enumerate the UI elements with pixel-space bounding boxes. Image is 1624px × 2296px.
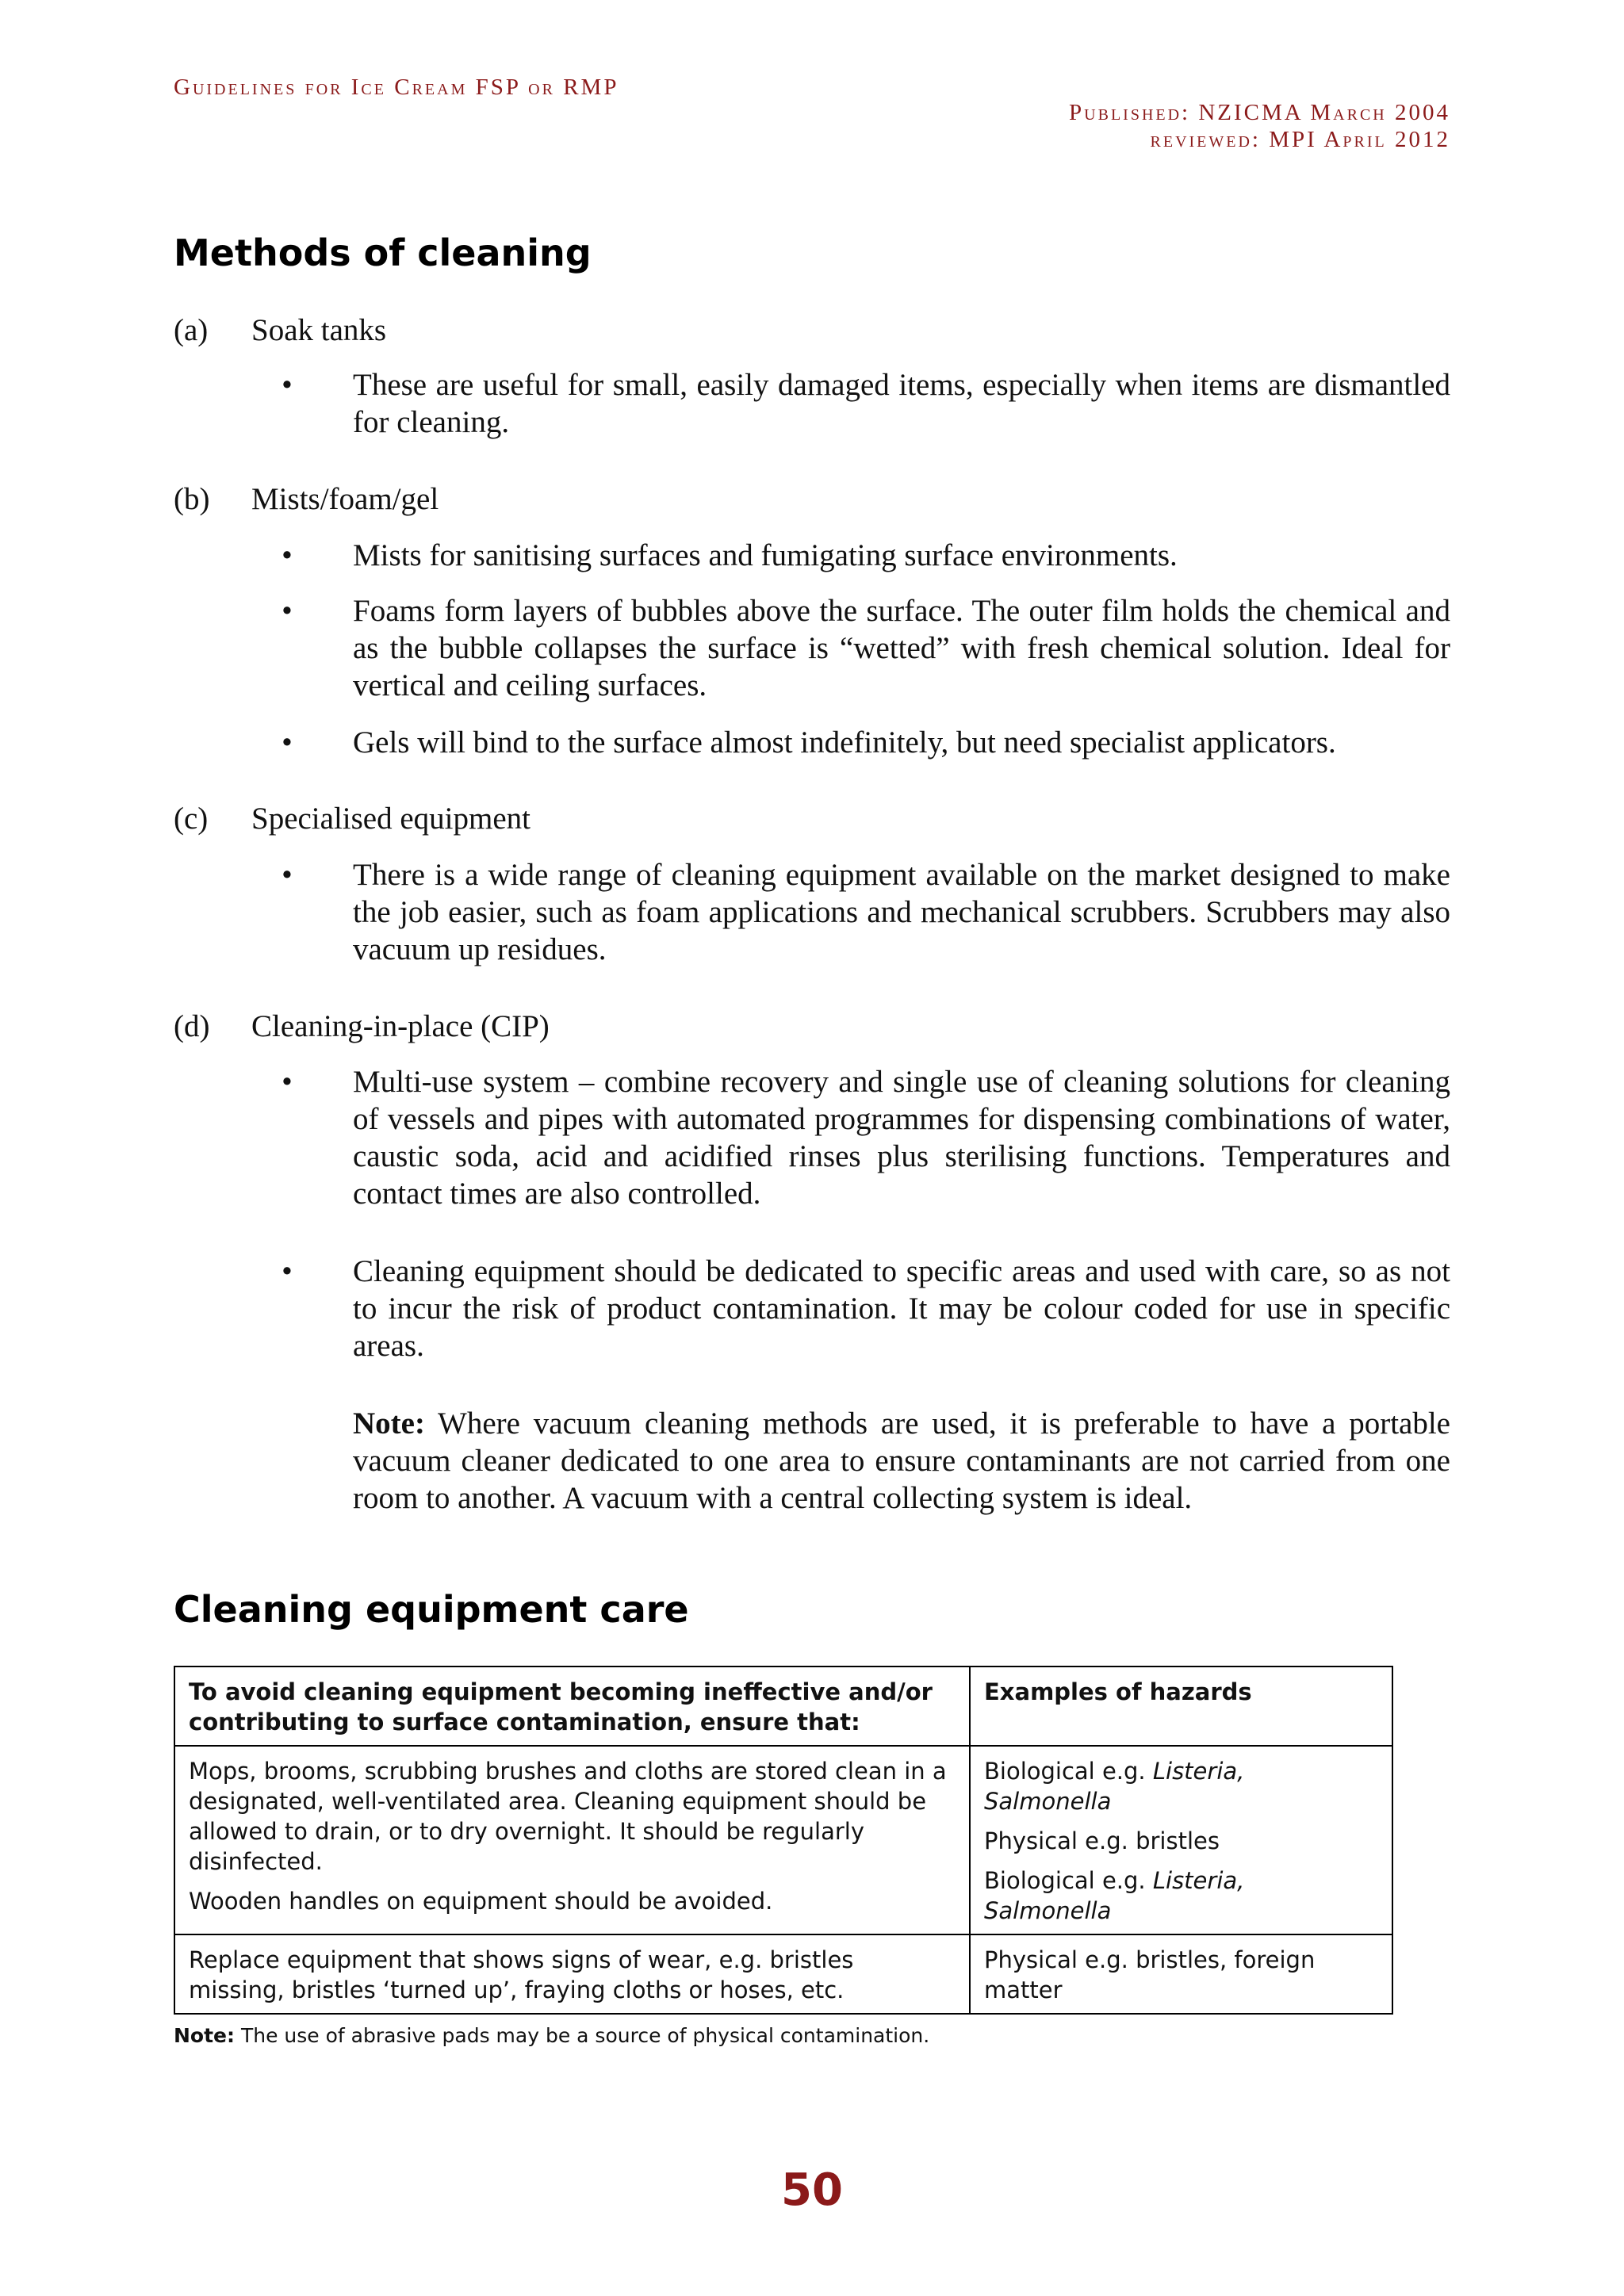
hazard-type: Physical e.g. bristles (984, 1827, 1220, 1854)
bullet-text: Foams form layers of bubbles above the surface. The outer film holds the chemical and as the bubble collapses the surface is “wetted” with fresh chemical solution. Ideal for vertical and ceiling surfaces. (353, 594, 1450, 702)
cell-paragraph: Wooden handles on equipment should be avoided. (189, 1888, 773, 1915)
review-line: reviewed: MPI April 2012 (1150, 127, 1450, 152)
table-header-cell: Examples of hazards (970, 1667, 1392, 1746)
hazard-organism: Listeria, Salmonella (984, 1867, 1245, 1924)
note-label: Note: (174, 2024, 236, 2047)
item-title: Cleaning-in-place (CIP) (251, 1009, 550, 1043)
bullet-icon: • (282, 858, 293, 892)
hazard-type: Biological e.g. (984, 1758, 1153, 1785)
note-text: The use of abrasive pads may be a source of physical contamination. (235, 2024, 930, 2047)
table-row (174, 1934, 1392, 2014)
table-header-row (174, 1667, 1392, 1746)
section-heading-equipment-care: Cleaning equipment care (174, 1588, 689, 1631)
table-header-cell: To avoid cleaning equipment becoming ineffective and/or contributing to surface contamination, ensure that: (174, 1667, 970, 1746)
table-row (174, 1746, 1392, 1934)
bullet-icon: • (282, 725, 293, 760)
item-title: Soak tanks (251, 313, 387, 347)
hazard-line (984, 1826, 1378, 1856)
cell-paragraph: Mops, brooms, scrubbing brushes and cloths are stored clean in a designated, well-ventilated area. Cleaning equipment should be allowed to drain, or to dry overnight. It should be regularly disinfected. (189, 1758, 947, 1875)
bullet-text: Cleaning equipment should be dedicated to specific areas and used with care, so as not to incur the risk of product contamination. It may be colour coded for use in specific areas. (353, 1254, 1450, 1363)
page-number: 50 (781, 2164, 843, 2216)
bullet-text: Mists for sanitising surfaces and fumigating surface environments. (353, 538, 1178, 572)
table-cell: Replace equipment that shows signs of wear, e.g. bristles missing, bristles ‘turned up’, fraying cloths or hoses, etc. (174, 1934, 970, 2014)
vacuum-note (353, 1405, 1450, 1517)
bullet-icon: • (282, 1254, 293, 1288)
bullet-text: Gels will bind to the surface almost indefinitely, but need specialist applicators. (353, 725, 1336, 760)
section-heading-methods: Methods of cleaning (174, 232, 592, 274)
item-title: Specialised equipment (251, 802, 530, 836)
bullet-icon: • (282, 538, 293, 572)
table-cell: Physical e.g. bristles, foreign matter (970, 1934, 1392, 2014)
equipment-care-table (174, 1666, 1393, 2015)
bullet-icon: • (282, 368, 293, 402)
running-header-publication (1069, 99, 1450, 153)
bullet-icon: • (282, 1065, 293, 1099)
item-label: (a) (174, 313, 209, 347)
note-text: Where vacuum cleaning methods are used, it is preferable to have a portable vacuum cleaner dedicated to one area to ensure contaminants are not carried from one room to another. A vacuum with a central collecting system is ideal. (353, 1406, 1450, 1515)
item-title: Mists/foam/gel (251, 482, 439, 516)
item-label: (c) (174, 802, 209, 836)
table-footnote (174, 2024, 929, 2047)
hazard-line (984, 1756, 1378, 1816)
item-label: (b) (174, 482, 210, 516)
bullet-text: These are useful for small, easily damaged items, especially when items are dismantled for cleaning. (353, 368, 1450, 439)
table-cell (970, 1746, 1392, 1934)
hazard-line (984, 1866, 1378, 1926)
hazard-type: Biological e.g. (984, 1867, 1153, 1894)
running-header-title: Guidelines for Ice Cream FSP or RMP (174, 75, 619, 100)
publication-line: Published: NZICMA March 2004 (1069, 100, 1450, 125)
note-label: Note: (353, 1406, 425, 1441)
hazard-organism: Listeria, Salmonella (984, 1758, 1245, 1815)
bullet-text: There is a wide range of cleaning equipment available on the market designed to make the job easier, such as foam applications and mechanical scrubbers. Scrubbers may also vacuum up residues. (353, 858, 1450, 966)
bullet-text: Multi-use system – combine recovery and single use of cleaning solutions for cleaning of vessels and pipes with automated programmes for dispensing combinations of water, caustic soda, acid and acidified rinses plus sterilising functions. Temperatures and contact times are also controlled. (353, 1065, 1450, 1211)
table-cell (174, 1746, 970, 1934)
bullet-icon: • (282, 594, 293, 628)
item-label: (d) (174, 1009, 210, 1043)
